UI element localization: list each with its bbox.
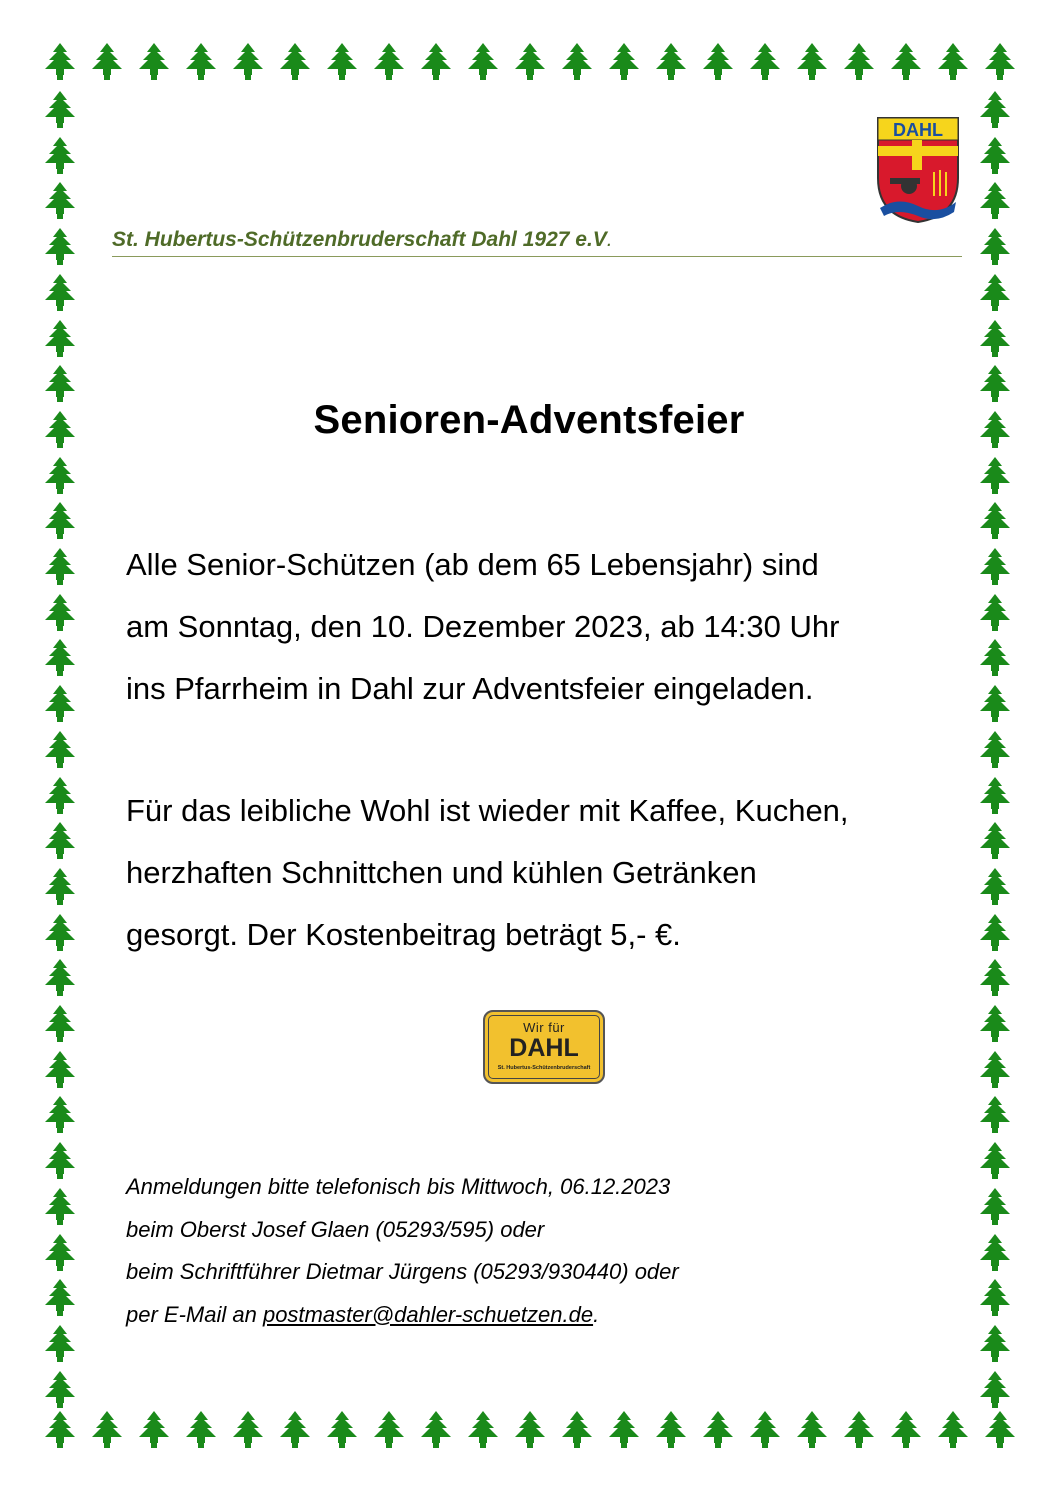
catering-paragraph (126, 780, 986, 966)
tree-icon (40, 1233, 80, 1273)
tree-icon (510, 42, 550, 82)
tree-border-bottom (40, 1410, 1020, 1456)
tree-icon (40, 913, 80, 953)
invitation-line: Alle Senior-Schützen (ab dem 65 Lebensjahr) sind (126, 547, 819, 582)
tree-icon (975, 1004, 1015, 1044)
tree-icon (40, 1141, 80, 1181)
invitation-paragraph (126, 534, 986, 720)
tree-icon (557, 42, 597, 82)
tree-icon (975, 136, 1015, 176)
tree-icon (134, 42, 174, 82)
tree-icon (463, 1410, 503, 1450)
catering-line: herzhaften Schnittchen und kühlen Getränken (126, 855, 757, 890)
tree-icon (228, 1410, 268, 1450)
tree-icon (40, 1370, 80, 1410)
crest-label: DAHL (893, 120, 943, 140)
tree-icon (975, 1187, 1015, 1227)
tree-icon (40, 821, 80, 861)
tree-icon (975, 319, 1015, 359)
tree-icon (933, 42, 973, 82)
tree-icon (557, 1410, 597, 1450)
tree-icon (416, 42, 456, 82)
tree-icon (975, 227, 1015, 267)
tree-icon (40, 638, 80, 678)
tree-icon (40, 456, 80, 496)
tree-icon (40, 227, 80, 267)
tree-icon (40, 867, 80, 907)
tree-icon (40, 1187, 80, 1227)
tree-icon (980, 1410, 1020, 1450)
tree-icon (698, 42, 738, 82)
tree-border-right (975, 90, 1021, 1410)
invitation-line: am Sonntag, den 10. Dezember 2023, ab 14:30 Uhr (126, 609, 840, 644)
catering-line: Für das leibliche Wohl ist wieder mit Kaffee, Kuchen, (126, 793, 849, 828)
tree-icon (698, 1410, 738, 1450)
tree-icon (980, 42, 1020, 82)
wir-fuer-dahl-badge (483, 1010, 605, 1084)
organization-suffix: . (606, 228, 613, 251)
tree-icon (463, 42, 503, 82)
registration-line: Anmeldungen bitte telefonisch bis Mittwoch, 06.12.2023 (126, 1174, 671, 1199)
tree-icon (40, 593, 80, 633)
tree-icon (975, 456, 1015, 496)
tree-icon (134, 1410, 174, 1450)
catering-line: gesorgt. Der Kostenbeitrag beträgt 5,- €. (126, 917, 681, 952)
tree-border-top (40, 42, 1020, 88)
registration-info (126, 1166, 946, 1336)
registration-line: beim Schriftführer Dietmar Jürgens (05293/930440) oder (126, 1259, 679, 1284)
tree-icon (40, 547, 80, 587)
tree-icon (975, 1370, 1015, 1410)
registration-email-line (126, 1294, 946, 1337)
tree-icon (975, 273, 1015, 313)
tree-icon (40, 181, 80, 221)
tree-icon (975, 90, 1015, 130)
tree-icon (975, 1233, 1015, 1273)
tree-icon (975, 1141, 1015, 1181)
tree-icon (40, 1278, 80, 1318)
tree-icon (181, 42, 221, 82)
tree-icon (40, 958, 80, 998)
tree-icon (40, 42, 80, 82)
tree-icon (322, 1410, 362, 1450)
tree-icon (369, 42, 409, 82)
tree-icon (975, 730, 1015, 770)
tree-icon (275, 1410, 315, 1450)
tree-icon (886, 1410, 926, 1450)
tree-icon (651, 42, 691, 82)
tree-icon (40, 273, 80, 313)
tree-icon (651, 1410, 691, 1450)
tree-icon (839, 42, 879, 82)
tree-icon (40, 1410, 80, 1450)
tree-icon (40, 730, 80, 770)
tree-border-left (40, 90, 86, 1410)
invitation-line: ins Pfarrheim in Dahl zur Adventsfeier eingeladen. (126, 671, 814, 706)
tree-icon (228, 42, 268, 82)
tree-icon (975, 1278, 1015, 1318)
email-suffix: . (593, 1301, 600, 1327)
tree-icon (40, 1324, 80, 1364)
tree-icon (369, 1410, 409, 1450)
tree-icon (40, 501, 80, 541)
tree-icon (745, 1410, 785, 1450)
tree-icon (87, 1410, 127, 1450)
tree-icon (40, 90, 80, 130)
organization-name: St. Hubertus-Schützenbruderschaft Dahl 1927 e.V (112, 228, 607, 251)
tree-icon (839, 1410, 879, 1450)
tree-icon (975, 1095, 1015, 1135)
tree-icon (975, 181, 1015, 221)
tree-icon (40, 684, 80, 724)
tree-icon (975, 1050, 1015, 1090)
tree-icon (604, 42, 644, 82)
organization-header (112, 228, 962, 257)
tree-icon (40, 136, 80, 176)
page-title: Senioren-Adventsfeier (313, 398, 745, 442)
badge-line-1: Wir für (523, 1020, 565, 1035)
badge-line-2: DAHL (509, 1034, 579, 1062)
tree-icon (40, 1004, 80, 1044)
tree-icon (975, 1324, 1015, 1364)
tree-icon (886, 42, 926, 82)
tree-icon (416, 1410, 456, 1450)
tree-icon (40, 776, 80, 816)
tree-icon (792, 42, 832, 82)
email-link[interactable]: postmaster@dahler-schuetzen.de (262, 1301, 594, 1327)
tree-icon (40, 1095, 80, 1135)
tree-icon (933, 1410, 973, 1450)
email-prefix: per E-Mail an (126, 1301, 263, 1327)
tree-icon (181, 1410, 221, 1450)
tree-icon (275, 42, 315, 82)
badge-line-3: St. Hubertus-Schützenbruderschaft (497, 1065, 591, 1071)
tree-icon (322, 42, 362, 82)
tree-icon (40, 1050, 80, 1090)
tree-icon (604, 1410, 644, 1450)
registration-line: beim Oberst Josef Glaen (05293/595) oder (126, 1216, 545, 1242)
tree-icon (40, 319, 80, 359)
tree-icon (510, 1410, 550, 1450)
dahl-crest-logo (876, 116, 960, 224)
tree-icon (792, 1410, 832, 1450)
tree-icon (87, 42, 127, 82)
tree-icon (745, 42, 785, 82)
